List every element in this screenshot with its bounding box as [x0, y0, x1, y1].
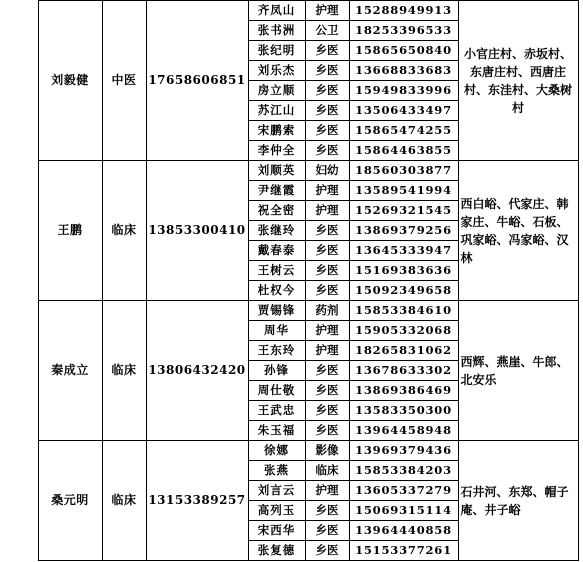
member-name: 张书洲 [248, 21, 305, 41]
member-name: 刘乐杰 [248, 61, 305, 81]
member-name: 李仲全 [248, 141, 305, 161]
member-phone: 15153377261 [349, 541, 458, 561]
member-phone: 13964440858 [349, 521, 458, 541]
member-name: 尹继霞 [248, 181, 305, 201]
member-role: 护理 [305, 181, 349, 201]
doctor-name: 桑元明 [38, 441, 102, 561]
covered-villages: 石井河、东郑、帽子庵、井子峪 [458, 441, 578, 561]
member-phone: 15269321545 [349, 201, 458, 221]
doctor-phone: 13853300410 [146, 161, 248, 301]
covered-villages: 小官庄村、赤坂村、东唐庄村、西唐庄村、东洼村、大桑树村 [458, 1, 578, 161]
member-name: 朱玉福 [248, 421, 305, 441]
member-role: 护理 [305, 1, 349, 21]
member-name: 周华 [248, 321, 305, 341]
member-phone: 13583350300 [349, 401, 458, 421]
member-row [0, 161, 583, 181]
member-phone: 15949833996 [349, 81, 458, 101]
member-role: 乡医 [305, 541, 349, 561]
member-role: 公卫 [305, 21, 349, 41]
member-role: 妇幼 [305, 161, 349, 181]
member-phone: 13678633302 [349, 361, 458, 381]
doctor-phone: 17658606851 [146, 1, 248, 161]
member-name: 周仕敬 [248, 381, 305, 401]
member-role: 护理 [305, 481, 349, 501]
right-margin-cell [578, 441, 583, 561]
member-phone: 15864463855 [349, 141, 458, 161]
member-role: 乡医 [305, 381, 349, 401]
member-name: 苏江山 [248, 101, 305, 121]
member-phone: 13589541994 [349, 181, 458, 201]
member-role: 乡医 [305, 101, 349, 121]
member-phone: 13645333947 [349, 241, 458, 261]
member-name: 祝全密 [248, 201, 305, 221]
member-phone: 18560303877 [349, 161, 458, 181]
member-row [0, 441, 583, 461]
group-margin-cell [0, 441, 38, 561]
member-name: 杜权今 [248, 281, 305, 301]
member-role: 乡医 [305, 501, 349, 521]
department: 中医 [102, 1, 146, 161]
member-name: 刘言云 [248, 481, 305, 501]
member-phone: 15288949913 [349, 1, 458, 21]
member-role: 乡医 [305, 41, 349, 61]
member-phone: 15865474255 [349, 121, 458, 141]
department: 临床 [102, 301, 146, 441]
member-phone: 18253396533 [349, 21, 458, 41]
member-role: 乡医 [305, 221, 349, 241]
doctor-name: 秦成立 [38, 301, 102, 441]
member-role: 乡医 [305, 401, 349, 421]
roster-body [0, 1, 583, 561]
member-phone: 15905332068 [349, 321, 458, 341]
member-role: 乡医 [305, 421, 349, 441]
department: 临床 [102, 441, 146, 561]
member-role: 乡医 [305, 361, 349, 381]
member-name: 王树云 [248, 261, 305, 281]
member-name: 房立顺 [248, 81, 305, 101]
group-margin-cell [0, 301, 38, 441]
group-margin-cell [0, 1, 38, 161]
covered-villages: 西白峪、代家庄、韩家庄、牛峪、石板、巩家峪、冯家峪、汉林 [458, 161, 578, 301]
member-phone: 15853384610 [349, 301, 458, 321]
member-name: 宋鹏索 [248, 121, 305, 141]
member-role: 护理 [305, 321, 349, 341]
member-role: 乡医 [305, 61, 349, 81]
right-margin-cell [578, 301, 583, 441]
member-phone: 15069315114 [349, 501, 458, 521]
member-name: 王东玲 [248, 341, 305, 361]
member-phone: 15865650840 [349, 41, 458, 61]
member-name: 张纪明 [248, 41, 305, 61]
member-row [0, 1, 583, 21]
member-name: 王武忠 [248, 401, 305, 421]
member-name: 孙锋 [248, 361, 305, 381]
member-row [0, 301, 583, 321]
doctor-phone: 13806432420 [146, 301, 248, 441]
member-role: 药剂 [305, 301, 349, 321]
group-margin-cell [0, 161, 38, 301]
member-name: 贾锡锋 [248, 301, 305, 321]
member-role: 乡医 [305, 141, 349, 161]
member-phone: 13969379436 [349, 441, 458, 461]
member-phone: 13869386469 [349, 381, 458, 401]
member-phone: 13668833683 [349, 61, 458, 81]
doctor-name: 刘毅健 [38, 1, 102, 161]
member-name: 张复德 [248, 541, 305, 561]
member-name: 戴春泰 [248, 241, 305, 261]
right-margin-cell [578, 1, 583, 161]
right-margin-cell [578, 161, 583, 301]
member-phone: 15169383636 [349, 261, 458, 281]
member-role: 乡医 [305, 121, 349, 141]
member-name: 张继玲 [248, 221, 305, 241]
member-role: 乡医 [305, 521, 349, 541]
member-role: 护理 [305, 201, 349, 221]
member-role: 临床 [305, 461, 349, 481]
member-role: 乡医 [305, 81, 349, 101]
member-phone: 15092349658 [349, 281, 458, 301]
member-phone: 18265831062 [349, 341, 458, 361]
member-name: 齐凤山 [248, 1, 305, 21]
member-phone: 15853384203 [349, 461, 458, 481]
member-name: 高列玉 [248, 501, 305, 521]
member-name: 宋西华 [248, 521, 305, 541]
member-name: 徐娜 [248, 441, 305, 461]
member-phone: 13605337279 [349, 481, 458, 501]
department: 临床 [102, 161, 146, 301]
member-role: 乡医 [305, 241, 349, 261]
member-name: 刘顺英 [248, 161, 305, 181]
member-phone: 13869379256 [349, 221, 458, 241]
member-role: 乡医 [305, 281, 349, 301]
member-phone: 13964458948 [349, 421, 458, 441]
member-role: 乡医 [305, 261, 349, 281]
member-name: 张燕 [248, 461, 305, 481]
member-role: 影像 [305, 441, 349, 461]
member-role: 护理 [305, 341, 349, 361]
covered-villages: 西辉、燕崖、牛郎、北安乐 [458, 301, 578, 441]
doctor-phone: 13153389257 [146, 441, 248, 561]
member-phone: 13506433497 [349, 101, 458, 121]
doctor-name: 王鹏 [38, 161, 102, 301]
